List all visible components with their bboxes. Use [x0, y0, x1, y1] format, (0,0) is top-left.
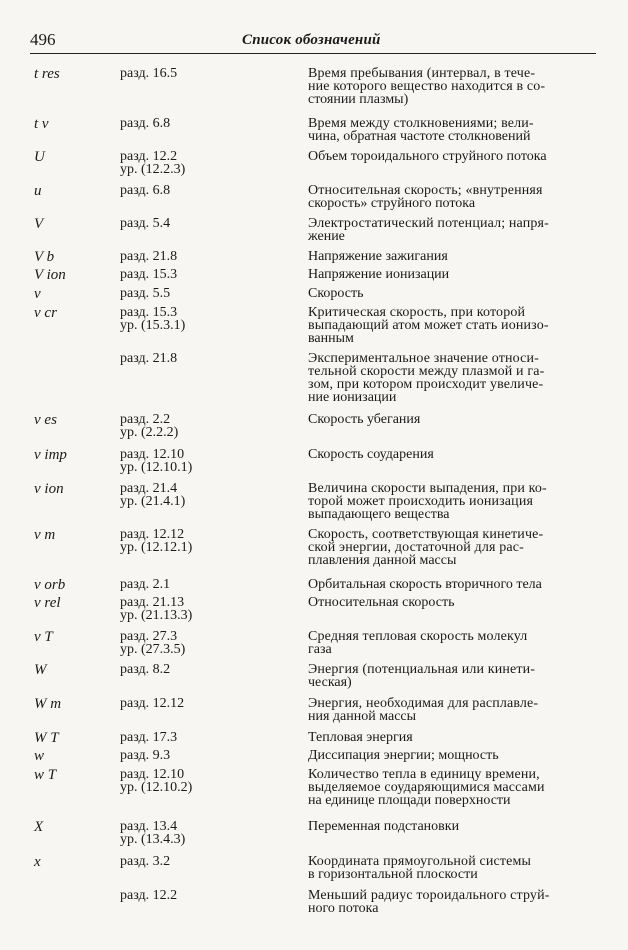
- reference-line: разд. 8.2: [120, 662, 171, 677]
- reference-line: разд. 12.2: [120, 888, 178, 903]
- entry-reference: [120, 250, 308, 265]
- entry-symbol: v ion: [34, 481, 64, 497]
- entry-symbol: W T: [34, 730, 59, 746]
- entry-reference: [120, 596, 308, 622]
- entry-symbol: v orb: [34, 577, 66, 593]
- notation-entry: [30, 448, 596, 474]
- description-line: Электростатический потенциал; напря-: [308, 216, 549, 231]
- description-line: Энергия (потенциальная или кинети-: [308, 662, 536, 677]
- entry-description: [308, 268, 596, 283]
- entry-reference: [120, 528, 308, 567]
- description-line: Диссипация энергии; мощность: [308, 748, 499, 763]
- description-line: стоянии плазмы): [308, 92, 409, 107]
- description-line: тельной скорости между плазмой и га-: [308, 364, 545, 379]
- description-line: ния данной массы: [308, 709, 417, 724]
- entry-reference: [120, 768, 308, 807]
- description-line: Относительная скорость: [308, 595, 455, 610]
- description-line: Относительная скорость; «внутренняя: [308, 183, 543, 198]
- description-line: Средняя тепловая скорость молекул: [308, 629, 528, 644]
- description-line: Орбитальная скорость вторичного тела: [308, 577, 542, 592]
- entry-reference: [120, 482, 308, 521]
- reference-line: ур. (12.10.1): [120, 460, 193, 475]
- running-title: Список обозначений: [242, 32, 381, 48]
- notation-entry: [30, 250, 596, 265]
- entry-symbol: U: [34, 149, 45, 165]
- entry-reference: [120, 697, 308, 723]
- description-line: ние ионизации: [308, 390, 397, 405]
- entry-description: [308, 413, 596, 439]
- description-line: ние которого вещество находится в со-: [308, 79, 546, 94]
- description-line: Тепловая энергия: [308, 730, 413, 745]
- notation-entry: [30, 287, 596, 302]
- entry-symbol: u: [34, 183, 42, 199]
- description-line: Экспериментальное значение относи-: [308, 351, 539, 366]
- entry-symbol: X: [34, 819, 44, 835]
- reference-line: ур. (13.4.3): [120, 832, 186, 847]
- entry-reference: [120, 67, 308, 106]
- header-rule: [30, 53, 596, 54]
- reference-line: разд. 12.2: [120, 149, 178, 164]
- reference-line: разд. 9.3: [120, 748, 171, 763]
- description-line: жение: [308, 229, 345, 244]
- description-line: ческая): [308, 675, 352, 690]
- notation-entry: [30, 663, 596, 689]
- entry-description: [308, 67, 596, 106]
- description-line: Объем тороидального струйного потока: [308, 149, 547, 164]
- notation-entry: [30, 630, 596, 656]
- description-line: плавления данной массы: [308, 553, 457, 568]
- entry-reference: [120, 150, 308, 176]
- description-line: Количество тепла в единицу времени,: [308, 767, 540, 782]
- description-line: Время пребывания (интервал, в тече-: [308, 66, 536, 81]
- entry-symbol: W m: [34, 696, 62, 712]
- notation-entry: [30, 889, 596, 915]
- description-line: в горизонтальной плоскости: [308, 867, 478, 882]
- entry-description: [308, 352, 596, 404]
- reference-line: разд. 2.1: [120, 577, 171, 592]
- reference-line: разд. 17.3: [120, 730, 178, 745]
- description-line: ской энергии, достаточной для рас-: [308, 540, 524, 555]
- entry-symbol: [30, 889, 120, 915]
- notation-entry: [30, 528, 596, 567]
- notation-entry: [30, 413, 596, 439]
- reference-line: разд. 12.10: [120, 767, 185, 782]
- entry-description: [308, 596, 596, 622]
- entry-reference: [120, 352, 308, 404]
- reference-line: разд. 5.4: [120, 216, 171, 231]
- description-line: зом, при котором происходит увеличе-: [308, 377, 544, 392]
- reference-line: ур. (27.3.5): [120, 642, 186, 657]
- notation-entry: [30, 855, 596, 881]
- entry-symbol: v cr: [34, 305, 57, 321]
- entry-description: [308, 448, 596, 474]
- entry-description: [308, 250, 596, 265]
- entry-symbol: v imp: [34, 447, 67, 463]
- entry-symbol: x: [34, 854, 41, 870]
- entry-symbol: V: [34, 216, 44, 232]
- reference-line: разд. 27.3: [120, 629, 178, 644]
- reference-line: ур. (21.4.1): [120, 494, 186, 509]
- reference-line: разд. 3.2: [120, 854, 171, 869]
- entry-description: [308, 528, 596, 567]
- entry-description: [308, 697, 596, 723]
- reference-line: разд. 21.8: [120, 249, 178, 264]
- description-line: Скорость, соответствующая кинетиче-: [308, 527, 544, 542]
- description-line: на единице площади поверхности: [308, 793, 511, 808]
- notation-entry: [30, 482, 596, 521]
- entry-symbol: [30, 352, 120, 404]
- entry-reference: [120, 663, 308, 689]
- notation-entry: [30, 697, 596, 723]
- entry-symbol: t v: [34, 116, 49, 132]
- notation-entry: [30, 731, 596, 746]
- description-line: Переменная подстановки: [308, 819, 460, 834]
- reference-line: ур. (12.12.1): [120, 540, 193, 555]
- entry-description: [308, 768, 596, 807]
- notation-entry: [30, 578, 596, 593]
- page-number: 496: [30, 30, 56, 49]
- entry-description: [308, 663, 596, 689]
- entry-description: [308, 217, 596, 243]
- entry-reference: [120, 287, 308, 302]
- entry-description: [308, 117, 596, 143]
- notation-entry: [30, 268, 596, 283]
- notation-entry: [30, 67, 596, 106]
- notation-entry: [30, 217, 596, 243]
- page-header: [30, 28, 596, 54]
- entry-description: [308, 889, 596, 915]
- entry-description: [308, 749, 596, 764]
- description-line: Величина скорости выпадения, при ко-: [308, 481, 547, 496]
- description-line: Скорость соударения: [308, 447, 434, 462]
- entry-description: [308, 630, 596, 656]
- entry-reference: [120, 184, 308, 210]
- entry-symbol: W: [34, 662, 47, 678]
- entry-symbol: V ion: [34, 267, 66, 283]
- description-line: выделяемое соударяющимися массами: [308, 780, 545, 795]
- entry-reference: [120, 889, 308, 915]
- description-line: торой может происходить ионизация: [308, 494, 534, 509]
- reference-line: разд. 12.12: [120, 527, 185, 542]
- description-line: выпадающего вещества: [308, 507, 450, 522]
- entry-reference: [120, 855, 308, 881]
- entry-symbol: v rel: [34, 595, 61, 611]
- notation-entry: [30, 150, 596, 176]
- reference-line: разд. 6.8: [120, 116, 171, 131]
- reference-line: ур. (21.13.3): [120, 608, 193, 623]
- entry-reference: [120, 731, 308, 746]
- entry-reference: [120, 749, 308, 764]
- entry-reference: [120, 448, 308, 474]
- description-line: Энергия, необходимая для расплавле-: [308, 696, 539, 711]
- reference-line: разд. 21.13: [120, 595, 185, 610]
- reference-line: ур. (15.3.1): [120, 318, 186, 333]
- reference-line: разд. 12.10: [120, 447, 185, 462]
- entry-symbol: v T: [34, 629, 53, 645]
- entry-reference: [120, 630, 308, 656]
- entry-reference: [120, 413, 308, 439]
- notation-entry: [30, 820, 596, 846]
- notation-entry: [30, 117, 596, 143]
- reference-line: ур. (2.2.2): [120, 425, 179, 440]
- description-line: Время между столкновениями; вели-: [308, 116, 534, 131]
- notation-entry: [30, 749, 596, 764]
- notation-entry: [30, 306, 596, 345]
- entry-reference: [120, 820, 308, 846]
- entry-symbol: w: [34, 748, 45, 764]
- entry-description: [308, 731, 596, 746]
- description-line: Напряжение ионизации: [308, 267, 450, 282]
- description-line: ного потока: [308, 901, 379, 916]
- reference-line: разд. 15.3: [120, 305, 178, 320]
- description-line: чина, обратная частоте столкновений: [308, 129, 531, 144]
- description-line: Напряжение зажигания: [308, 249, 448, 264]
- entry-description: [308, 482, 596, 521]
- entry-reference: [120, 217, 308, 243]
- description-line: ванным: [308, 331, 354, 346]
- reference-line: ур. (12.2.3): [120, 162, 186, 177]
- entry-symbol: V b: [34, 249, 55, 265]
- entry-symbol: v m: [34, 527, 56, 543]
- reference-line: разд. 13.4: [120, 819, 178, 834]
- entry-description: [308, 820, 596, 846]
- notation-entry: [30, 596, 596, 622]
- reference-line: разд. 6.8: [120, 183, 171, 198]
- entry-reference: [120, 306, 308, 345]
- entry-reference: [120, 578, 308, 593]
- reference-line: разд. 21.4: [120, 481, 178, 496]
- entry-symbol: t res: [34, 66, 60, 82]
- entry-reference: [120, 117, 308, 143]
- entry-symbol: v es: [34, 412, 57, 428]
- description-line: Координата прямоугольной системы: [308, 854, 532, 869]
- notation-entry: [30, 184, 596, 210]
- reference-line: разд. 12.12: [120, 696, 185, 711]
- reference-line: разд. 2.2: [120, 412, 171, 427]
- entry-description: [308, 150, 596, 176]
- entry-description: [308, 578, 596, 593]
- reference-line: разд. 15.3: [120, 267, 178, 282]
- entry-reference: [120, 268, 308, 283]
- description-line: Меньший радиус тороидального струй-: [308, 888, 550, 903]
- entry-description: [308, 306, 596, 345]
- reference-line: разд. 21.8: [120, 351, 178, 366]
- notation-entry: [30, 768, 596, 807]
- entry-symbol: w T: [34, 767, 57, 783]
- reference-line: разд. 5.5: [120, 286, 171, 301]
- notation-entry: [30, 352, 596, 404]
- description-line: Критическая скорость, при которой: [308, 305, 526, 320]
- description-line: газа: [308, 642, 332, 657]
- entry-description: [308, 184, 596, 210]
- description-line: выпадающий атом может стать ионизо-: [308, 318, 549, 333]
- entry-description: [308, 855, 596, 881]
- description-line: Скорость: [308, 286, 364, 301]
- description-line: скорость» струйного потока: [308, 196, 476, 211]
- entry-description: [308, 287, 596, 302]
- reference-line: разд. 16.5: [120, 66, 178, 81]
- entry-symbol: v: [34, 286, 41, 302]
- description-line: Скорость убегания: [308, 412, 421, 427]
- reference-line: ур. (12.10.2): [120, 780, 193, 795]
